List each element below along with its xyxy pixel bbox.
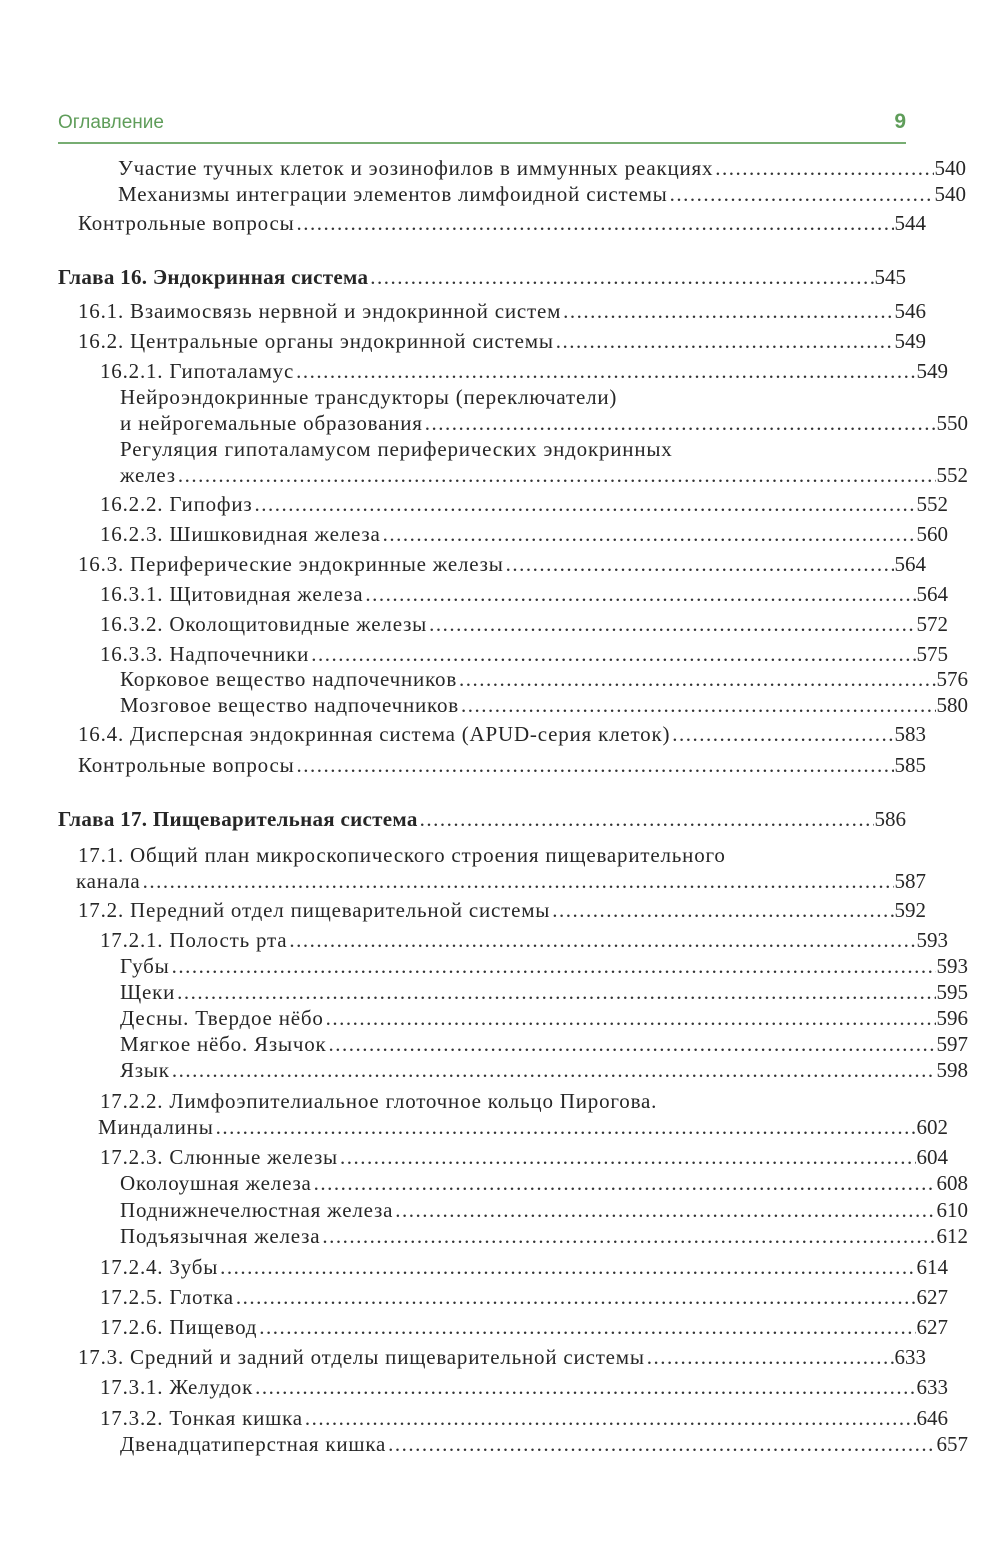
toc-page: 627 <box>916 1315 948 1339</box>
toc-entry[interactable]: 16.2.2. Гипофиз ..... 552 <box>58 491 948 517</box>
toc-page: 592 <box>894 898 926 922</box>
toc-page: 540 <box>934 182 966 206</box>
toc-entry[interactable]: 17.3.2. Тонкая кишка ..... 646 <box>58 1405 948 1431</box>
running-header <box>58 112 906 140</box>
toc-page: 657 <box>936 1432 968 1456</box>
toc-page: 587 <box>894 869 926 893</box>
toc-page: 602 <box>916 1115 948 1139</box>
toc-page: 564 <box>894 552 926 576</box>
toc-entry[interactable]: 17.2.5. Глотка ..... 627 <box>58 1284 948 1310</box>
toc-page: 633 <box>916 1375 948 1399</box>
toc-page: 610 <box>936 1198 968 1222</box>
toc-entry[interactable]: Регуляция гипоталамусом периферических эндокринных желез ..... 552 <box>58 436 968 488</box>
toc-entry[interactable]: Язык ..... 598 <box>58 1057 968 1083</box>
toc-entry[interactable]: 17.1. Общий план микроскопического строения пищеварительного канала ..... 587 <box>58 842 926 894</box>
toc-page: 585 <box>894 753 926 777</box>
toc-entry[interactable]: 16.3.2. Околощитовидные железы ..... 572 <box>58 611 948 637</box>
header-divider <box>58 142 906 144</box>
toc-entry[interactable]: 16.2.1. Гипоталамус ..... 549 <box>58 358 948 384</box>
toc-entry[interactable]: 16.3.3. Надпочечники ..... 575 <box>58 641 948 667</box>
toc-entry[interactable]: 16.1. Взаимосвязь нервной и эндокринной систем ..... 546 <box>58 298 926 324</box>
toc-entry[interactable]: Участие тучных клеток и эозинофилов в иммунных реакциях ..... 540 <box>58 155 966 181</box>
toc-page: 596 <box>936 1006 968 1030</box>
toc-entry[interactable]: 17.2.3. Слюнные железы ..... 604 <box>58 1144 948 1170</box>
toc-page: 604 <box>916 1145 948 1169</box>
toc-page: 546 <box>894 299 926 323</box>
toc-page: 544 <box>894 211 926 235</box>
toc-page: 646 <box>916 1406 948 1430</box>
toc-page: 580 <box>936 693 968 717</box>
toc-page: 583 <box>894 722 926 746</box>
toc-entry[interactable]: Мозговое вещество надпочечников ..... 580 <box>58 692 968 718</box>
toc-entry[interactable]: Механизмы интеграции элементов лимфоидной системы ..... 540 <box>58 181 966 207</box>
toc-entry[interactable]: Поднижнечелюстная железа ..... 610 <box>58 1197 968 1223</box>
toc-entry[interactable]: 16.2.3. Шишковидная железа ..... 560 <box>58 521 948 547</box>
toc-entry[interactable]: 16.2. Центральные органы эндокринной системы ..... 549 <box>58 328 926 354</box>
toc-entry[interactable]: Контрольные вопросы ..... 585 <box>58 752 926 778</box>
toc-page: 560 <box>916 522 948 546</box>
toc-entry[interactable]: Щеки ..... 595 <box>58 979 968 1005</box>
toc-page: 595 <box>936 980 968 1004</box>
toc-page: 549 <box>894 329 926 353</box>
toc-entry[interactable]: Нейроэндокринные трансдукторы (переключатели) и нейрогемальные образования ..... 550 <box>58 384 968 436</box>
toc-page: 540 <box>934 156 966 180</box>
toc-entry[interactable]: Подъязычная железа ..... 612 <box>58 1223 968 1249</box>
toc-page: 593 <box>936 954 968 978</box>
toc-page: 549 <box>916 359 948 383</box>
toc-page: 552 <box>936 463 968 487</box>
toc-entry[interactable]: Мягкое нёбо. Язычок ..... 597 <box>58 1031 968 1057</box>
toc-page: 552 <box>916 492 948 516</box>
toc-page: 545 <box>874 265 906 289</box>
toc-page: 598 <box>936 1058 968 1082</box>
toc-page: 564 <box>916 582 948 606</box>
toc-entry[interactable]: Десны. Твердое нёбо ..... 596 <box>58 1005 968 1031</box>
toc-entry[interactable]: Губы ..... 593 <box>58 953 968 979</box>
toc-entry[interactable]: 16.4. Дисперсная эндокринная система (APUD-серия клеток) ..... 583 <box>58 721 926 747</box>
toc-entry[interactable]: Корковое вещество надпочечников ..... 576 <box>58 666 968 692</box>
toc-entry[interactable]: 16.3.1. Щитовидная железа ..... 564 <box>58 581 948 607</box>
toc-page: 593 <box>916 928 948 952</box>
toc-entry[interactable]: 17.2. Передний отдел пищеварительной системы ..... 592 <box>58 897 926 923</box>
toc-page: 627 <box>916 1285 948 1309</box>
toc-entry[interactable]: 17.3. Средний и задний отделы пищеварительной системы ..... 633 <box>58 1344 926 1370</box>
toc-page: 572 <box>916 612 948 636</box>
toc-entry[interactable]: 17.3.1. Желудок ..... 633 <box>58 1374 948 1400</box>
toc-entry[interactable]: Околоушная железа ..... 608 <box>58 1170 968 1196</box>
toc-entry[interactable]: 17.2.6. Пищевод ..... 627 <box>58 1314 948 1340</box>
toc-page: 614 <box>916 1255 948 1279</box>
toc-page: 576 <box>936 667 968 691</box>
toc-page: 612 <box>936 1224 968 1248</box>
toc-entry[interactable]: 17.2.2. Лимфоэпителиальное глоточное кольцо Пирогова. Миндалины ..... 602 <box>58 1088 948 1140</box>
toc-entry[interactable]: 17.2.1. Полость рта ..... 593 <box>58 927 948 953</box>
toc-entry[interactable]: 17.2.4. Зубы ..... 614 <box>58 1254 948 1280</box>
toc-page: 550 <box>936 411 968 435</box>
toc-entry[interactable]: 16.3. Периферические эндокринные железы ..... 564 <box>58 551 926 577</box>
toc-page: 597 <box>936 1032 968 1056</box>
toc-entry[interactable]: Контрольные вопросы ..... 544 <box>58 210 926 236</box>
toc-page: 608 <box>936 1171 968 1195</box>
toc-page: 575 <box>916 642 948 666</box>
toc-entry[interactable]: Двенадцатиперстная кишка ..... 657 <box>58 1431 968 1457</box>
running-header-title: Оглавление <box>58 112 164 133</box>
toc-chapter-16[interactable]: Глава 16. Эндокринная система ..... 545 <box>58 264 906 290</box>
toc-page: 633 <box>894 1345 926 1369</box>
page-number: 9 <box>894 110 906 133</box>
toc-page: 586 <box>874 807 906 831</box>
toc-chapter-17[interactable]: Глава 17. Пищеварительная система ..... 586 <box>58 806 906 832</box>
